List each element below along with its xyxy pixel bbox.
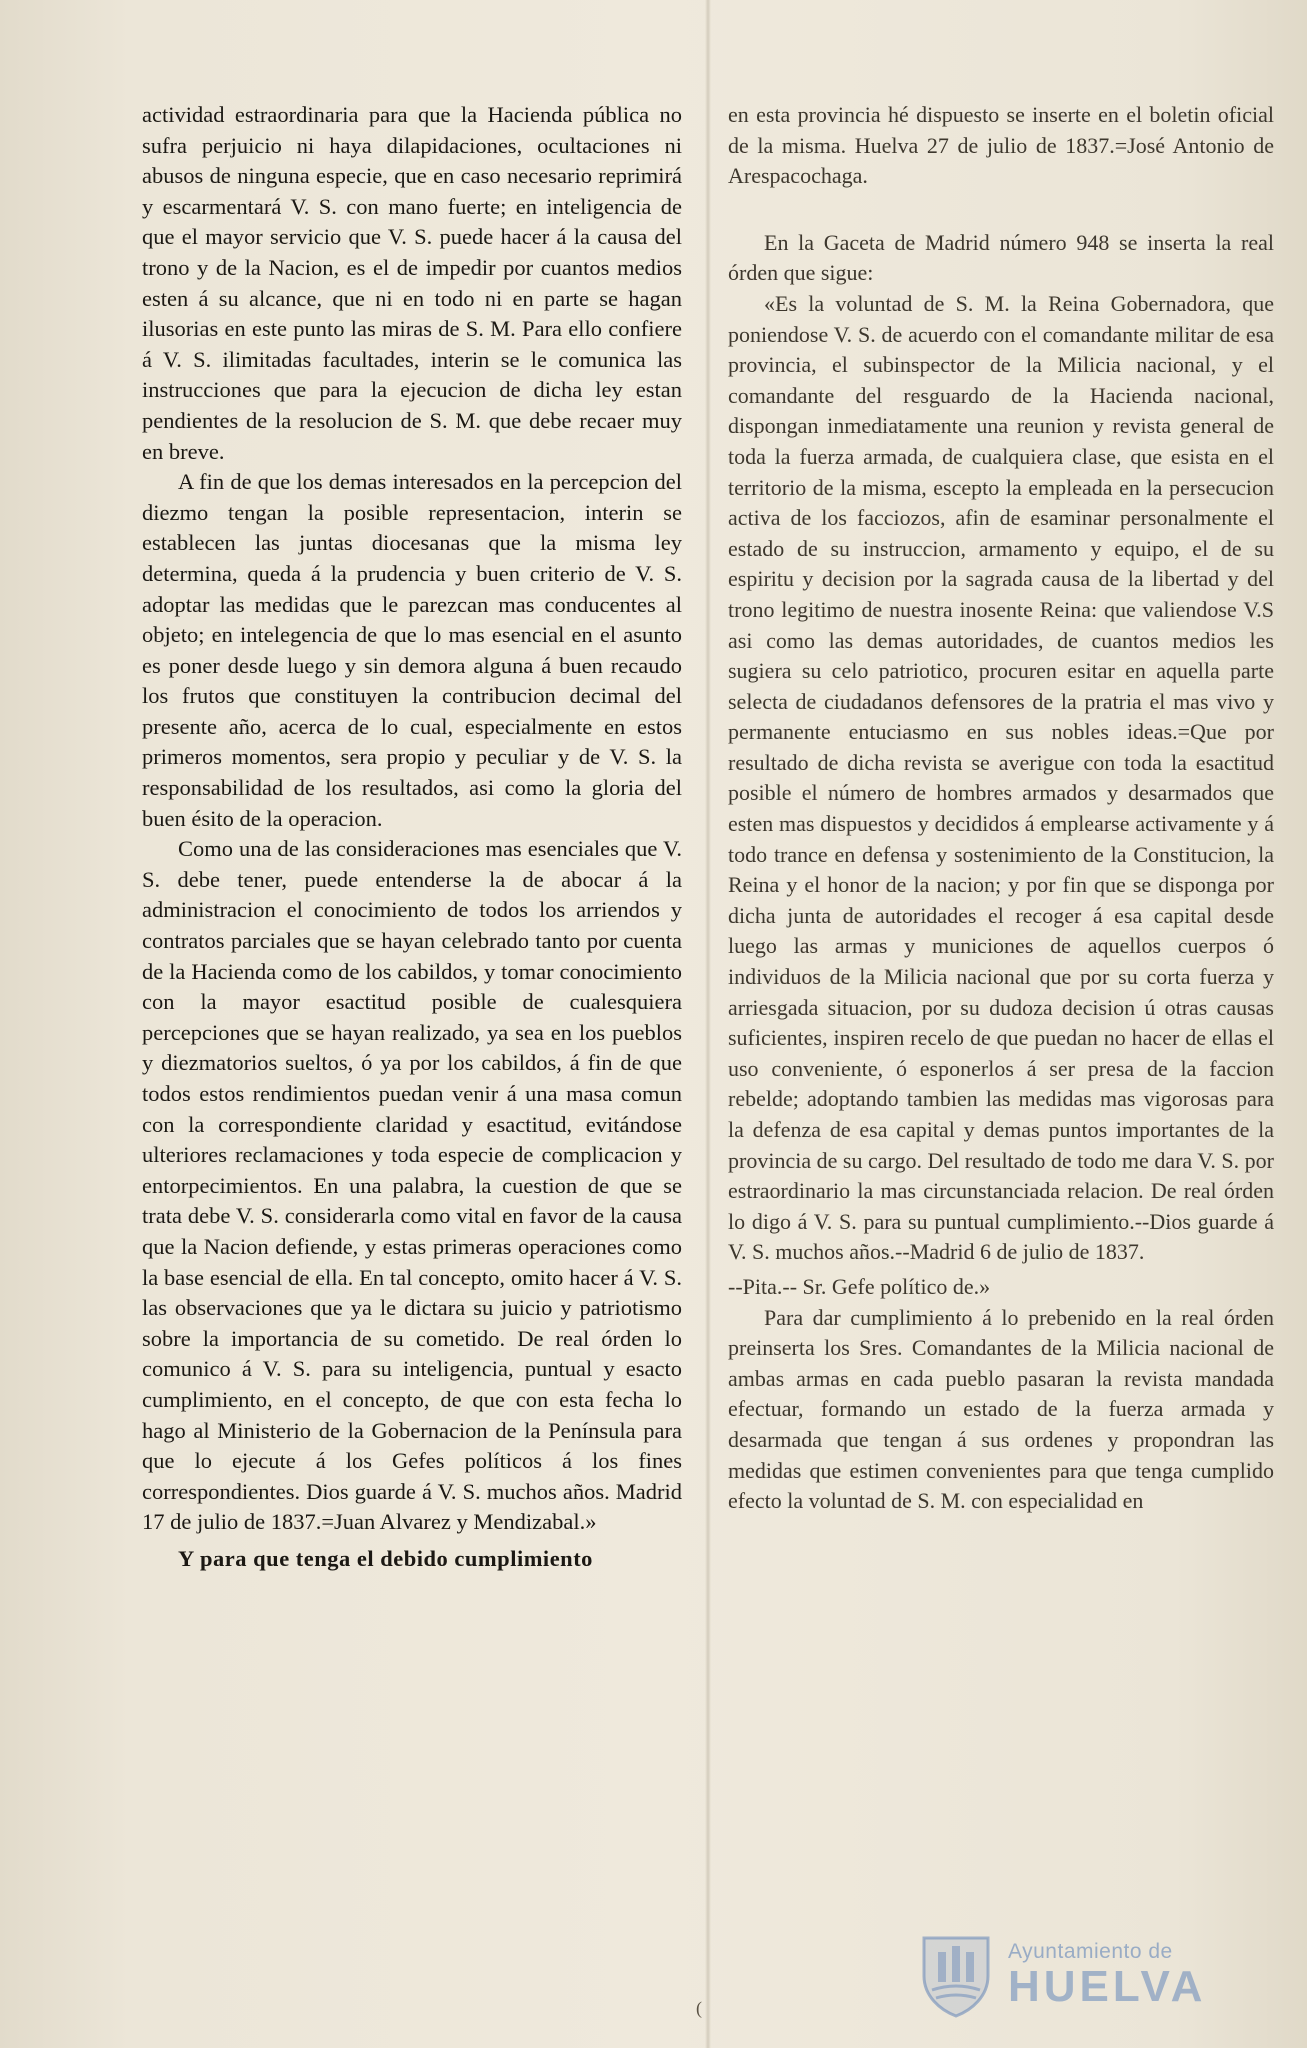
left-paragraph-2: A fin de que los demas interesados en la percepcion del diezmo tengan la posible representacion, interin se establecen las juntas diocesanas que la misma ley determina, queda á la prudencia y buen criterio de V. S. adoptar las medidas que le parezcan mas conducentes al objeto; en intelegencia de que lo mas esencial en el asunto es poner desde luego y sin demora alguna á buen recaudo los frutos que constituyen la contribucion decimal del presente año, acerca de lo cual, especialmente en estos primeros momentos, sera propio y peculiar y de V. S. la responsabilidad de los resultados, asi como la gloria del buen ésito de la operacion. — [142, 469, 682, 831]
city-shield-icon — [916, 1932, 996, 2018]
left-text-column — [142, 100, 682, 1930]
page-fold-shadow — [705, 0, 711, 2048]
right-paragraph-1: en esta provincia hé dispuesto se inserte en el boletin oficial de la misma. Huelva 27 de julio de 1837.=José Antonio de Arespacochaga. — [728, 102, 1274, 189]
right-paragraph-4: Para dar cumplimiento á lo prebenido en la real órden preinserta los Sres. Comandantes de la Milicia nacional de ambas armas en cada pueblo pasaran la revista mandada efectuar, formando un estado de la fuerza armada y desarmada que tengan á sus ordenes y propondran las medidas que estimen convenientes para que tenga cumplido efecto la voluntad de S. M. con especialidad en — [728, 1304, 1274, 1514]
left-paragraph-1: actividad estraordinaria para que la Hacienda pública no sufra perjuicio ni haya dilapidaciones, ocultaciones ni abusos de ninguna especie, que en caso necesario reprimirá y escarmentará V. S. con mano fuerte; en inteligencia de que el mayor servicio que V. S. puede hacer á la causa del trono y de la Nacion, es el de impedir por cuantos medios esten á su alcance, que ni en todo ni en parte se hagan ilusorias en este punto las miras de S. M. Para ello confiere á V. S. ilimitadas facultades, interin se le comunica las instrucciones que para la ejecucion de dicha ley estan pendientes de la resolucion de S. M. que debe recaer muy en breve. — [142, 102, 682, 464]
page-mark: ( — [696, 1998, 702, 2018]
left-paragraph-3: Como una de las consideraciones mas esenciales que V. S. debe tener, puede entenderse la de abocar á la administracion el conocimiento de todos los arriendos y contratos parciales que se hayan celebrado tanto por cuenta de la Hacienda como de los cabildos, y tomar conocimiento con la mayor esactitud posible de cualesquiera percepciones que se hayan realizado, ya sea en los pueblos y diezmatorios sueltos, ó ya por los cabildos, á fin de que todos estos rendimientos puedan venir á una masa comun con la correspondiente claridad y esactitud, evitándose ulteriores reclamaciones y toda especie de complicacion y entorpecimientos. En una palabra, la cuestion de que se trata debe V. S. considerarla como vital en favor de la causa que la Nacion defiende, y estas primeras operaciones como la base esencial de ella. En tal concepto, omito hacer á V. S. las observaciones que ya le dictara su juicio y patriotismo sobre la importancia de su cometido. De real órden lo comunico á V. S. para su inteligencia, puntual y esacto cumplimiento, en el concepto, de que con esta fecha lo hago al Ministerio de la Gobernacion de la Península para que lo ejecute á los Gefes políticos á los fines correspondientes. Dios guarde á V. S. muchos años. Madrid 17 de julio de 1837.=Juan Alvarez y Mendizabal.» — [142, 836, 682, 1535]
archive-watermark — [916, 1932, 1256, 2018]
watermark-text — [1008, 1940, 1206, 2010]
right-paragraph-2: En la Gaceta de Madrid número 948 se inserta la real órden que sigue: — [728, 229, 1274, 286]
right-signature: --Pita.-- Sr. Gefe político de.» — [728, 1273, 991, 1299]
left-paragraph-4: Y para que tenga el debido cumplimiento — [178, 1545, 593, 1571]
right-paragraph-3: «Es la voluntad de S. M. la Reina Gobernadora, que poniendose V. S. de acuerdo con el comandante militar de esa provincia, el subinspector de la Milicia nacional, y el comandante del resguardo de la Hacienda nacional, dispongan inmediatamente una reunion y revista general de toda la fuerza armada, de cualquiera clase, que esista en el territorio de la misma, escepto la empleada en la persecucion activa de los facciozos, afin de esaminar personalmente el estado de su instruccion, armamento y equipo, el de su espiritu y decision por la sagrada causa de la libertad y del trono legitimo de nuestra inosente Reina: que valiendose V.S asi como las demas autoridades, de cuantos medios les sugiera su celo patriotico, procuren esitar en aquella parte selecta de ciudadanos defensores de la pratria el mas vivo y permanente entuciasmo en sus nobles ideas.=Que por resultado de dicha revista se averigue con toda la esactitud posible el número de hombres armados y desarmados que esten mas dispuestos y decididos á emplearse activamente y á todo trance en defensa y sostenimiento de la Constitucion, la Reina y el honor de la nacion; y por fin que se disponga por dicha junta de autoridades el recoger á esa capital desde luego las armas y municiones de aquellos cuerpos ó individuos de la Milicia nacional que por su corta fuerza y arriesgada situacion, por su dudoza decision ú otras causas suficientes, inspiren recelo de que puedan no hacer de ellas el uso conveniente, ó esponerlos á ser presa de la faccion rebelde; adoptando tambien las medidas mas vigorosas para la defenza de esa capital y demas puntos importantes de la provincia de su cargo. Del resultado de todo me dara V. S. por estraordinario la mas circunstanciada relacion. De real órden lo digo á V. S. para su puntual cumplimiento.--Dios guarde á V. S. muchos años.--Madrid 6 de julio de 1837. — [728, 290, 1274, 1265]
watermark-line-2: HUELVA — [1008, 1962, 1207, 2011]
watermark-line-1: Ayuntamiento de — [1008, 1940, 1173, 1963]
right-text-column — [728, 100, 1274, 1910]
